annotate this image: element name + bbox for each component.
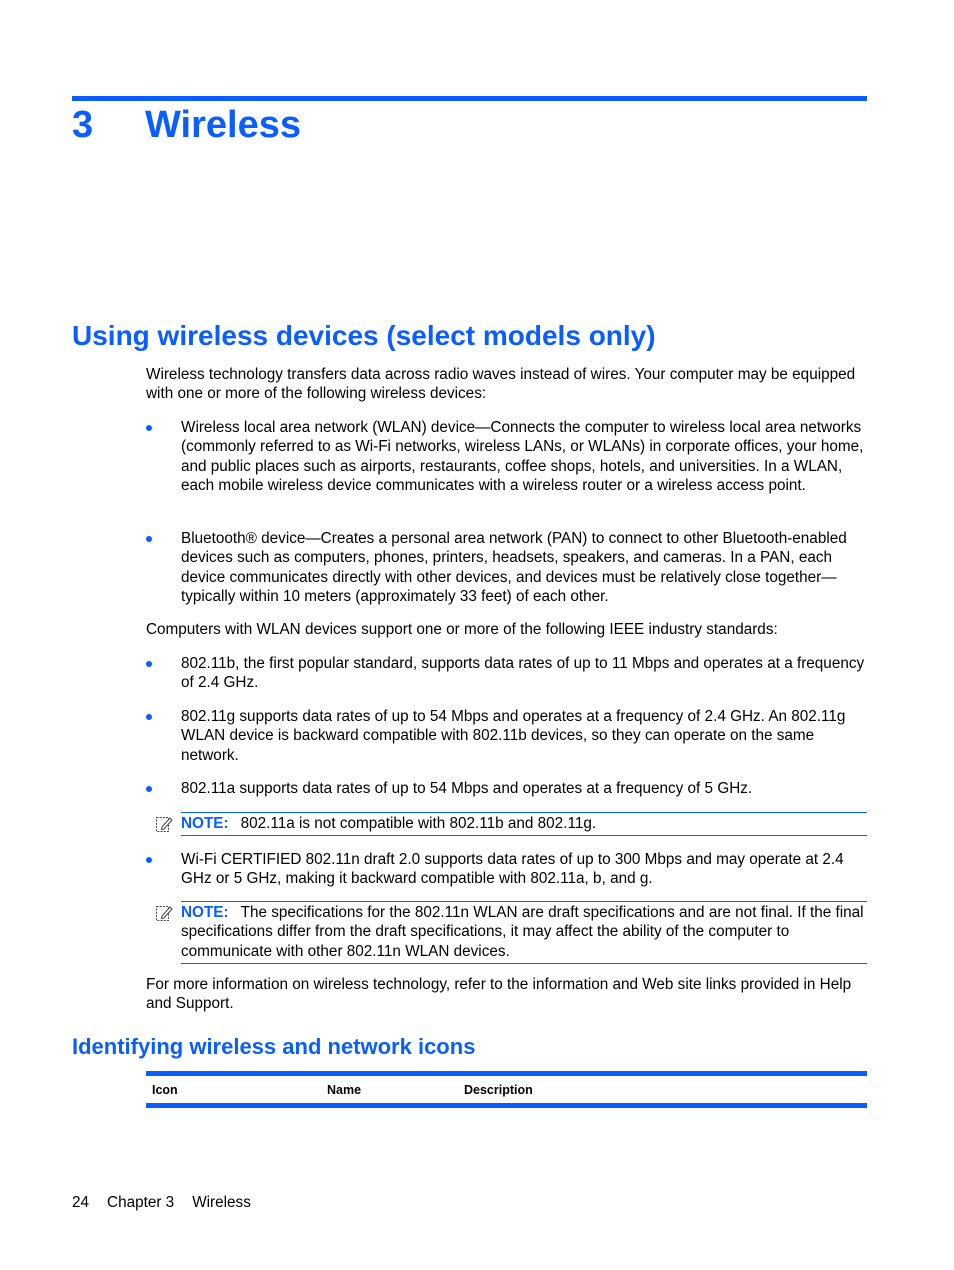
note-pencil-icon xyxy=(155,815,173,833)
bullet-dot-icon xyxy=(146,714,152,720)
chapter-title: Wireless xyxy=(145,104,301,146)
subsection-title: Identifying wireless and network icons xyxy=(72,1034,476,1059)
bullet-dot-icon xyxy=(146,536,152,542)
bullet-dot-icon xyxy=(146,425,152,431)
chapter-heading xyxy=(72,102,301,148)
list-item xyxy=(146,654,868,693)
list-item xyxy=(146,850,868,889)
page-footer xyxy=(72,1193,269,1212)
bullet-dot-icon xyxy=(146,786,152,792)
standards-intro: Computers with WLAN devices support one or more of the following IEEE industry standards: xyxy=(146,621,778,638)
table-rule-bottom xyxy=(146,1103,867,1108)
list-item xyxy=(146,707,868,765)
list-item-text: Wireless local area network (WLAN) device—Connects the computer to wireless local area networks (commonly referred to as Wi-Fi networks, wireless LANs, or WLANs) in corporate offices, your home, and public places such as airports, restaurants, coffee shops, hotels, and universities. In a WLAN, each mobile wireless device communicates with a wireless router or a wireless access point. xyxy=(181,419,864,494)
icons-table-header xyxy=(146,1071,867,1108)
section-title: Using wireless devices (select models only) xyxy=(72,320,656,351)
note-pencil-icon xyxy=(155,904,173,922)
list-item-text: 802.11g supports data rates of up to 54 Mbps and operates at a frequency of 2.4 GHz. An 802.11g WLAN device is backward compatible with 802.11b devices, so they can operate on the same network. xyxy=(181,708,846,764)
section-intro: Wireless technology transfers data across radio waves instead of wires. Your computer may be equipped with one or more of the following wireless devices: xyxy=(146,366,856,403)
bullet-dot-icon xyxy=(146,857,152,863)
list-item-text: 802.11b, the first popular standard, supports data rates of up to 11 Mbps and operates at a frequency of 2.4 GHz. xyxy=(181,655,865,692)
closing-paragraph: For more information on wireless technology, refer to the information and Web site links provided in Help and Support. xyxy=(146,976,852,1013)
note-label: NOTE: xyxy=(181,815,229,832)
list-item-text: 802.11a supports data rates of up to 54 Mbps and operates at a frequency of 5 GHz. xyxy=(181,780,753,797)
footer-chapter-title: Wireless xyxy=(192,1194,251,1211)
note-label: NOTE: xyxy=(181,904,229,921)
note-text: 802.11a is not compatible with 802.11b and 802.11g. xyxy=(240,815,597,832)
chapter-number: 3 xyxy=(72,104,94,146)
note-text: The specifications for the 802.11n WLAN are draft specifications and are not final. If the final specifications differ from the draft specifications, it may affect the ability of the computer to communicate with other 802.11n WLAN devices. xyxy=(181,904,864,960)
table-header-icon: Icon xyxy=(152,1083,178,1097)
table-header-name: Name xyxy=(327,1083,362,1097)
note-box xyxy=(181,901,867,964)
chapter-rule xyxy=(72,96,867,101)
list-item-text: Wi-Fi CERTIFIED 802.11n draft 2.0 supports data rates of up to 300 Mbps and may operate at 2.4 GHz or 5 GHz, making it backward compatible with 802.11a, b, and g. xyxy=(181,851,844,888)
note-box xyxy=(181,812,867,836)
list-item xyxy=(146,529,868,606)
bullet-dot-icon xyxy=(146,661,152,667)
list-item xyxy=(146,779,868,798)
table-header-description: Description xyxy=(464,1083,533,1097)
table-rule-top xyxy=(146,1071,867,1076)
page-number: 24 xyxy=(72,1194,90,1211)
list-item xyxy=(146,418,868,495)
list-item-text: Bluetooth® device—Creates a personal area network (PAN) to connect to other Bluetooth-enabled devices such as computers, phones, printers, headsets, speakers, and cameras. In a PAN, each device communicates directly with other devices, and devices must be relatively close together—typically within 10 meters (approximately 33 feet) of each other. xyxy=(181,530,847,605)
footer-chapter-label: Chapter 3 xyxy=(107,1194,175,1211)
